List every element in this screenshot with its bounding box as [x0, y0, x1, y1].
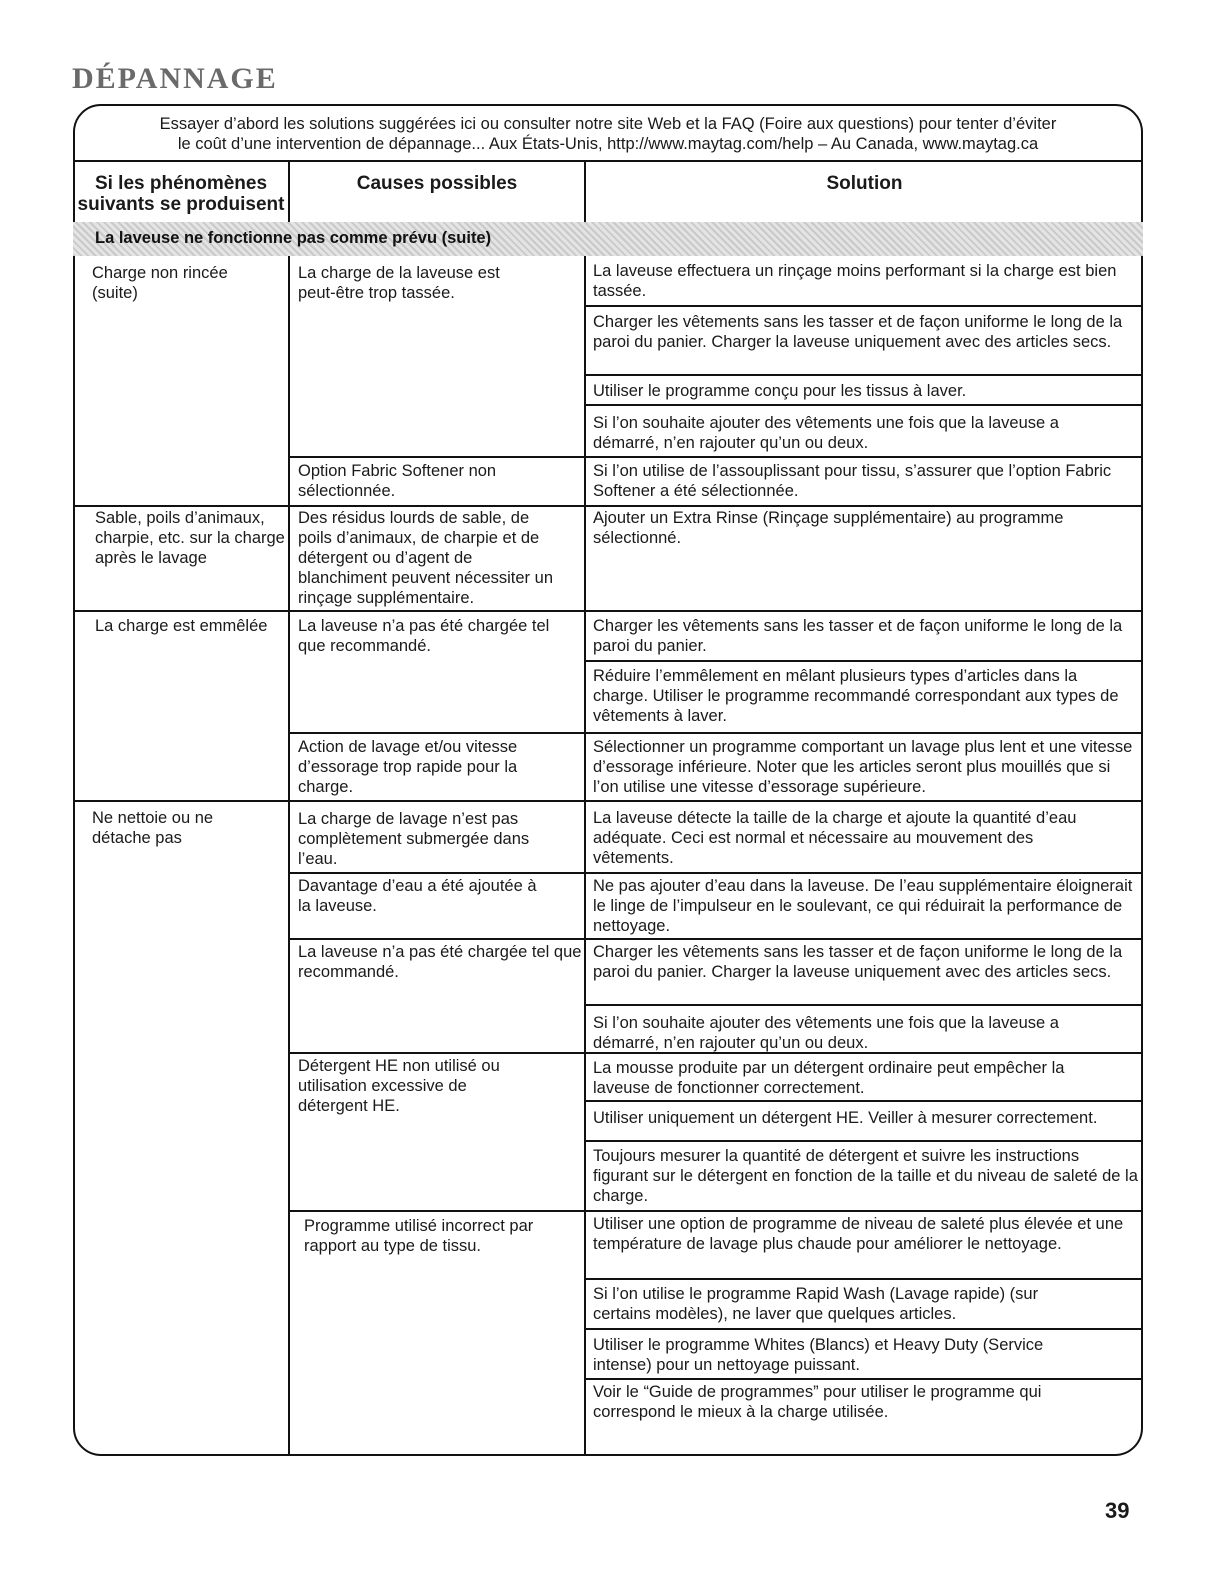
cause-cell: Davantage d’eau a été ajoutée à la laveuse.: [298, 877, 537, 915]
solution-cell: Voir le “Guide de programmes” pour utiliser le programme qui correspond le mieux à la charge utilisée.: [593, 1383, 1042, 1421]
symptom-cell: Sable, poils d’animaux, charpie, etc. sur la charge après le lavage: [95, 509, 285, 567]
header-symptom: Si les phénomènes suivants se produisent: [77, 173, 285, 215]
solution-cell: Utiliser le programme Whites (Blancs) et Heavy Duty (Service intense) pour un nettoyage puissant.: [593, 1336, 1044, 1374]
symptom-cell: La charge est emmêlée: [95, 617, 268, 635]
intro-divider: [73, 160, 1143, 162]
solution-divider: [584, 1278, 1143, 1280]
row-divider: [73, 505, 1143, 507]
cause-divider: [288, 732, 1143, 734]
solution-cell: Réduire l’emmêlement en mêlant plusieurs types d’articles dans la charge. Utiliser le programme recommandé correspondant aux types de vêtements à laver.: [593, 667, 1119, 725]
solution-cell: Charger les vêtements sans les tasser et de façon uniforme le long de la paroi du panier. Charger la laveuse uniquement avec des articles secs.: [593, 943, 1123, 981]
solution-cell: Ajouter un Extra Rinse (Rinçage supplémentaire) au programme sélectionné.: [593, 509, 1064, 547]
solution-divider: [584, 374, 1143, 376]
header-solution: Solution: [826, 173, 903, 194]
solution-divider: [584, 660, 1143, 662]
cause-cell: Des résidus lourds de sable, de poils d’animaux, de charpie et de détergent ou d’agent de blanchiment peuvent nécessiter un rinçage supplémentaire.: [298, 509, 553, 607]
solution-cell: Utiliser une option de programme de niveau de saleté plus élevée et une température de lavage plus chaude pour améliorer le nettoyage.: [593, 1215, 1124, 1253]
cause-cell: Option Fabric Softener non sélectionnée.: [298, 462, 497, 500]
solution-cell: Ne pas ajouter d’eau dans la laveuse. De l’eau supplémentaire éloignerait le linge de l’impulseur en le soulevant, ce qui réduirait la performance de nettoyage.: [593, 877, 1133, 935]
intro-text: [90, 114, 1126, 154]
solution-cell: Si l’on utilise de l’assouplissant pour tissu, s’assurer que l’option Fabric Softener a été sélectionnée.: [593, 462, 1112, 500]
solution-cell: La laveuse détecte la taille de la charge et ajoute la quantité d’eau adéquate. Ceci est normal et nécessaire au mouvement des vêtements.: [593, 809, 1077, 867]
solution-divider: [584, 1140, 1143, 1142]
solution-cell: Sélectionner un programme comportant un lavage plus lent et une vitesse d’essorage inférieure. Noter que les articles seront plus mouillés que si l’on utilise une vitesse d’essorage supérieure.: [593, 738, 1133, 796]
cause-cell: La charge de la laveuse est peut-être trop tassée.: [298, 264, 500, 302]
row-divider: [73, 800, 1143, 802]
section-band-label: La laveuse ne fonctionne pas comme prévu (suite): [95, 229, 492, 247]
page-title: DÉPANNAGE: [72, 62, 278, 95]
solution-divider: [584, 404, 1143, 406]
row-divider: [73, 610, 1143, 612]
cause-cell: La charge de lavage n’est pas complètement submergée dans l’eau.: [298, 810, 530, 868]
cause-cell: La laveuse n’a pas été chargée tel que recommandé.: [298, 617, 550, 655]
column-divider-1: [288, 162, 290, 222]
intro-line-2: le coût d’une intervention de dépannage... Aux États-Unis, http://www.maytag.com/help – Au Canada, www.maytag.ca: [177, 135, 1039, 153]
solution-divider: [584, 1328, 1143, 1330]
symptom-cell: Ne nettoie ou ne détache pas: [92, 809, 214, 847]
solution-cell: La laveuse effectuera un rinçage moins performant si la charge est bien tassée.: [593, 262, 1117, 300]
cause-divider: [288, 456, 1143, 458]
column-divider-2: [584, 162, 586, 222]
solution-cell: La mousse produite par un détergent ordinaire peut empêcher la laveuse de fonctionner correctement.: [593, 1059, 1065, 1097]
intro-line-1: Essayer d’abord les solutions suggérées ici ou consulter notre site Web et la FAQ (Foire aux questions) pour tenter d’éviter: [159, 115, 1057, 133]
solution-cell: Charger les vêtements sans les tasser et de façon uniforme le long de la paroi du panier.: [593, 617, 1123, 655]
solution-cell: Si l’on souhaite ajouter des vêtements une fois que la laveuse a démarré, n’en rajouter qu’un ou deux.: [593, 414, 1059, 452]
cause-cell: Détergent HE non utilisé ou utilisation excessive de détergent HE.: [298, 1057, 500, 1115]
solution-cell: Charger les vêtements sans les tasser et de façon uniforme le long de la paroi du panier. Charger la laveuse uniquement avec des articles secs.: [593, 313, 1123, 351]
column-divider-2b: [584, 256, 586, 1456]
solution-cell: Si l’on utilise le programme Rapid Wash (Lavage rapide) (sur certains modèles), ne laver que quelques articles.: [593, 1285, 1039, 1323]
solution-divider: [584, 1004, 1143, 1006]
solution-divider: [584, 1378, 1143, 1380]
cause-cell: Action de lavage et/ou vitesse d’essorage trop rapide pour la charge.: [298, 738, 518, 796]
cause-cell: La laveuse n’a pas été chargée tel que recommandé.: [298, 943, 582, 981]
solution-divider: [584, 1100, 1143, 1102]
cause-divider: [288, 938, 1143, 940]
header-cause: Causes possibles: [356, 173, 518, 194]
page-number: 39: [1105, 1498, 1130, 1523]
cause-cell: Programme utilisé incorrect par rapport au type de tissu.: [304, 1217, 534, 1255]
solution-cell: Toujours mesurer la quantité de détergent et suivre les instructions figurant sur le détergent en fonction de la taille et du niveau de saleté de la charge.: [593, 1147, 1138, 1205]
cause-divider: [288, 872, 1143, 874]
solution-cell: Utiliser le programme conçu pour les tissus à laver.: [593, 382, 967, 400]
solution-divider: [584, 305, 1143, 307]
solution-cell: Utiliser uniquement un détergent HE. Veiller à mesurer correctement.: [593, 1109, 1098, 1127]
cause-divider: [288, 1210, 1143, 1212]
symptom-cell: Charge non rincée (suite): [92, 264, 228, 302]
solution-cell: Si l’on souhaite ajouter des vêtements une fois que la laveuse a démarré, n’en rajouter qu’un ou deux.: [593, 1014, 1059, 1052]
column-divider-1b: [288, 256, 290, 1456]
